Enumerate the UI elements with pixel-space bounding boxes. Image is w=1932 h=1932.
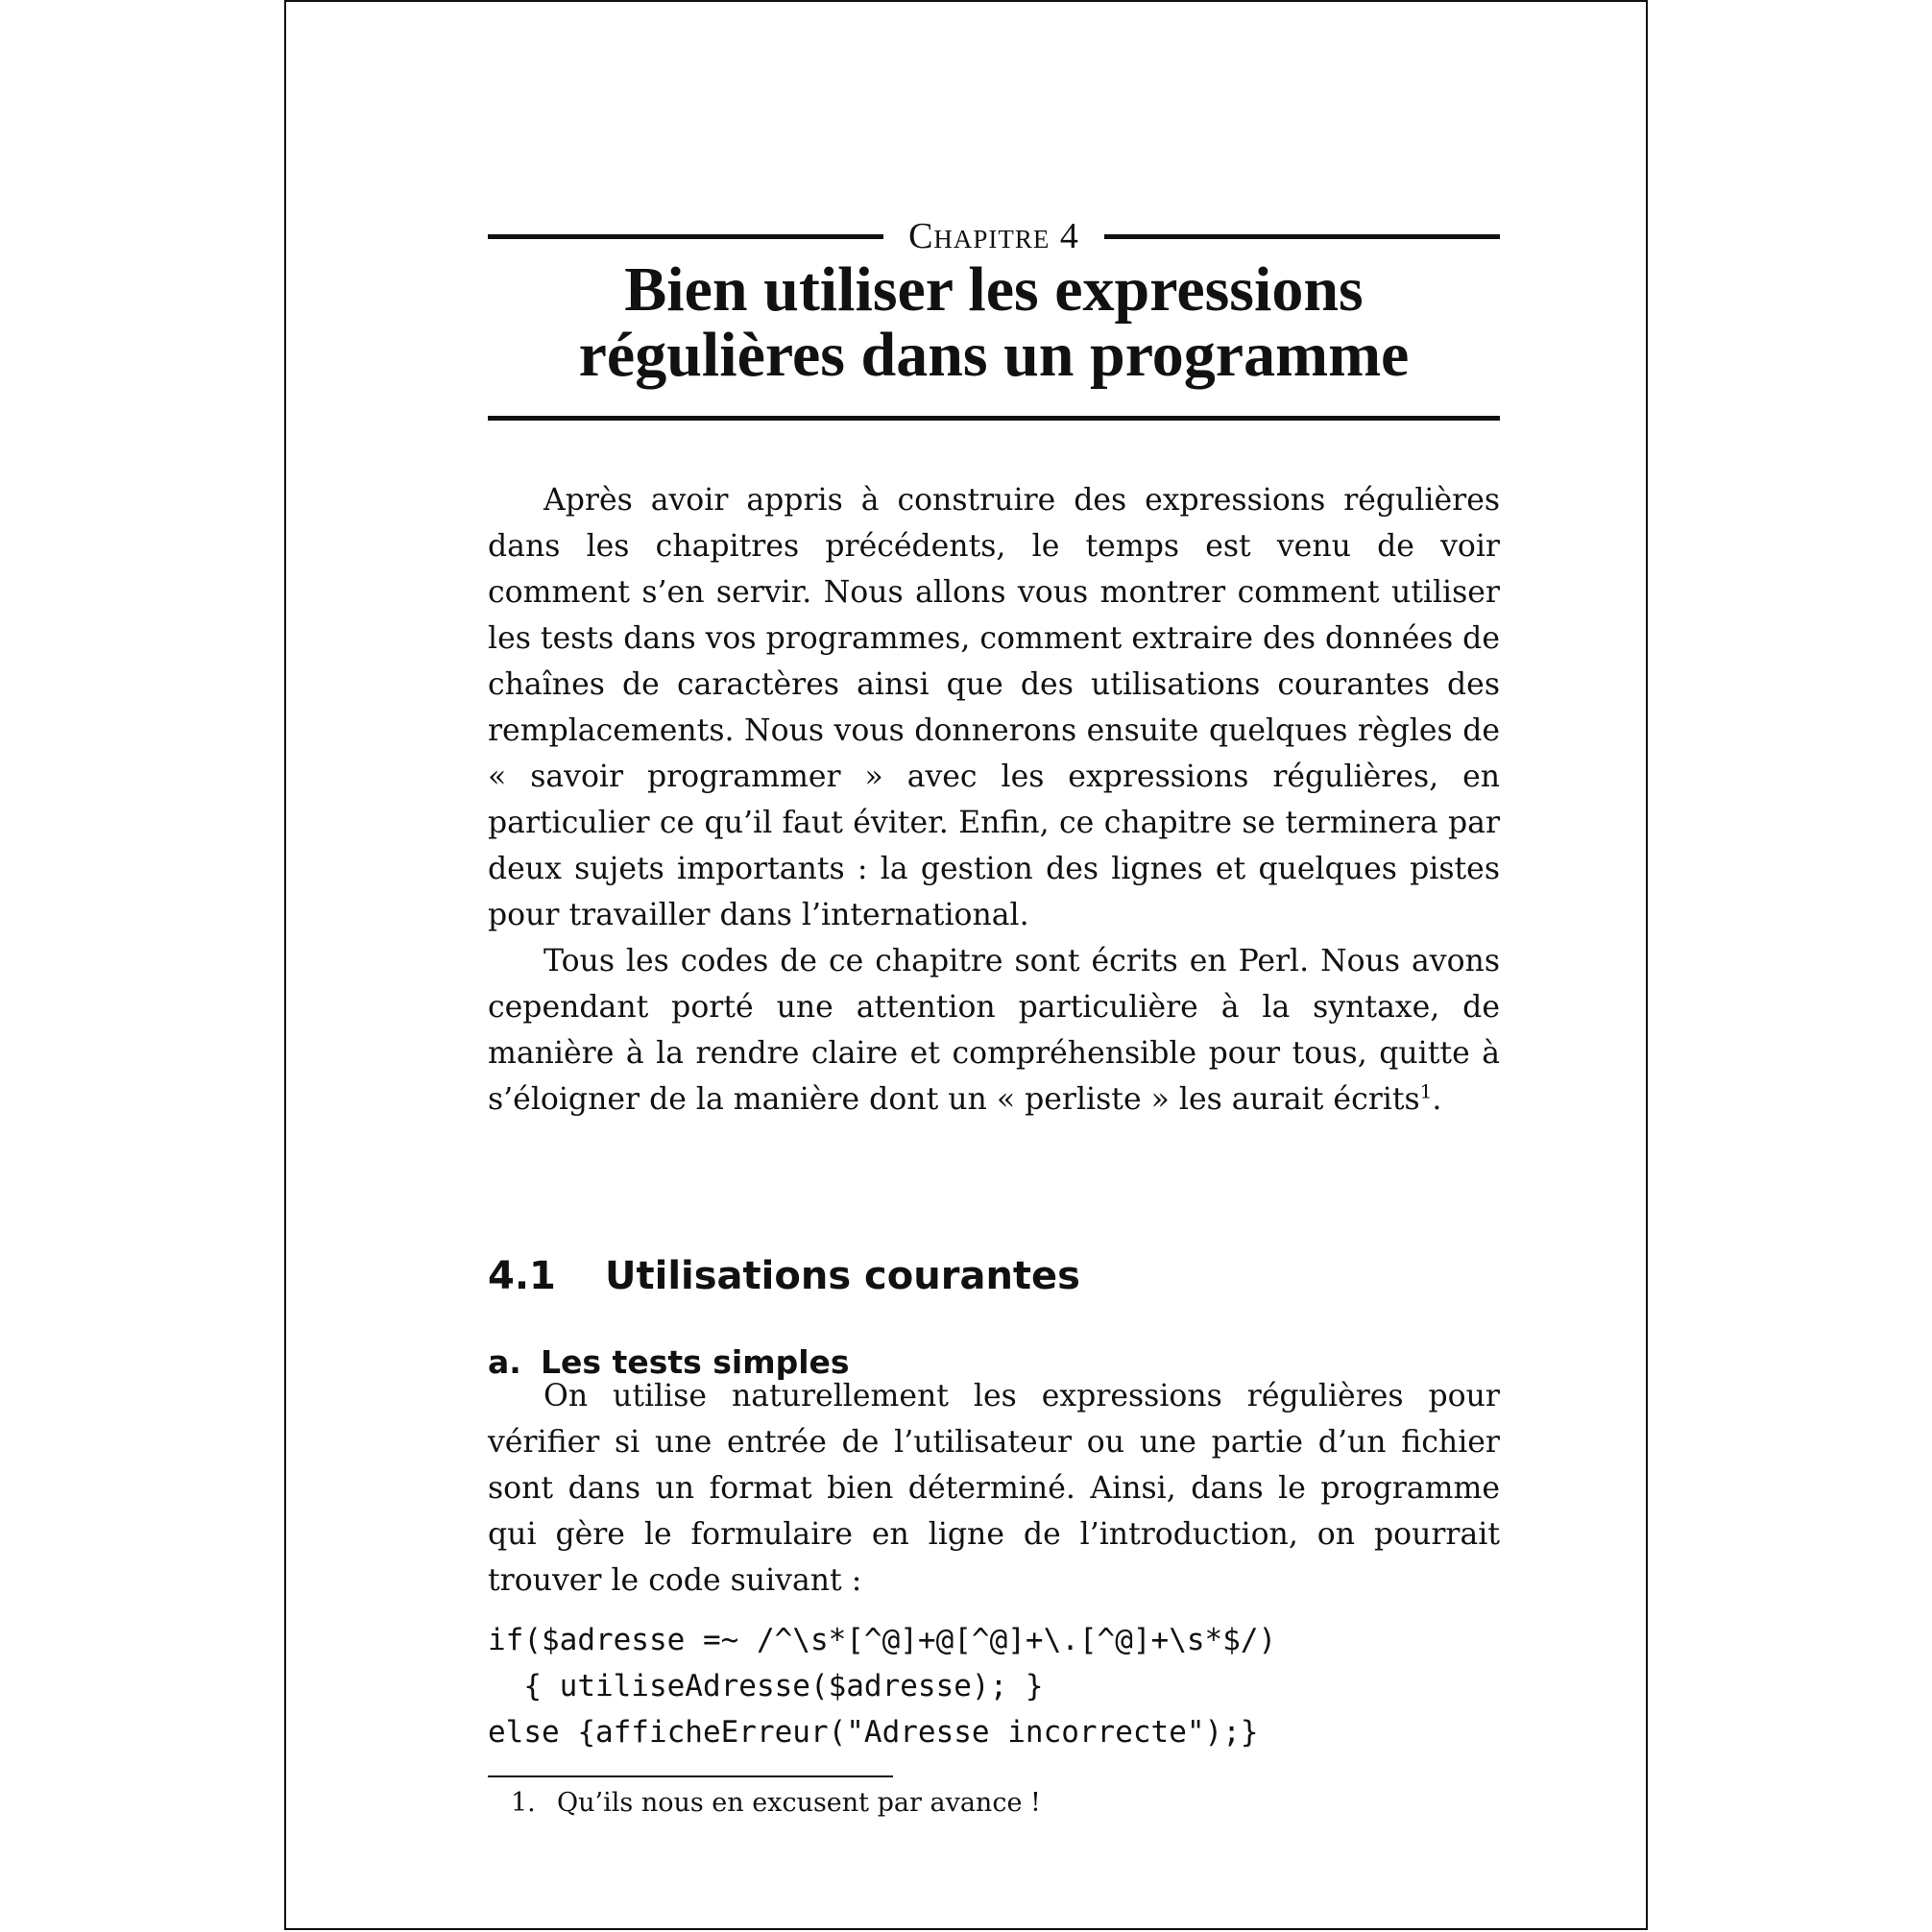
code-line-2: { utiliseAdresse($adresse); } xyxy=(488,1669,1044,1703)
intro-paragraph-1: Après avoir appris à construire des expressions régulières dans les chapitres précédents, le temps est venu de voir comment s’en servir. Nous allons vous montrer comment utiliser les tests dans vos programmes, comment extraire des données de chaînes de caractères ainsi que des utilisations courantes des remplacements. Nous vous donnerons ensuite quelques règles de « savoir programmer » avec les expressions régulières, en particulier ce qu’il faut éviter. Enfin, ce chapitre se terminera par deux sujets importants : la gestion des lignes et quelques pistes pour travailler dans l’international. xyxy=(488,483,1500,932)
section-text xyxy=(488,1373,1500,1604)
chapter-rule-left xyxy=(488,234,883,239)
intro-text xyxy=(488,477,1500,1123)
intro-paragraph-2-end: . xyxy=(1432,1082,1442,1117)
footnote-rule xyxy=(488,1775,893,1777)
subsection-title: Les tests simples xyxy=(541,1343,850,1381)
chapter-header xyxy=(488,217,1500,255)
chapter-title xyxy=(488,254,1500,390)
footnote xyxy=(511,1784,1041,1823)
footnote-number: 1. xyxy=(511,1788,536,1818)
chapter-rule-right xyxy=(1104,234,1500,239)
code-line-1: if($adresse =~ /^\s*[^@]+@[^@]+\.[^@]+\s*$/) xyxy=(488,1623,1277,1657)
chapter-title-line-2: régulières dans un programme xyxy=(578,320,1410,390)
section-title: Utilisations courantes xyxy=(605,1254,1080,1299)
intro-paragraph-2-text: Tous les codes de ce chapitre sont écrits en Perl. Nous avons cependant porté une attention particulière à la syntaxe, de manière à la rendre claire et compréhensible pour tous, quitte à s’éloigner de la manière dont un « perliste » les aurait écrits xyxy=(488,944,1500,1117)
code-listing xyxy=(488,1617,1500,1755)
section-paragraph: On utilise naturellement les expressions régulières pour vérifier si une entrée de l’utilisateur ou une partie d’un fichier sont dans un format bien déterminé. Ainsi, dans le programme qui gère le formulaire en ligne de l’introduction, on pourrait trouver le code suivant : xyxy=(488,1379,1500,1598)
section-number: 4.1 xyxy=(488,1254,556,1299)
intro-paragraph-2 xyxy=(488,938,1500,1123)
subsection-letter: a. xyxy=(488,1343,521,1381)
section-heading xyxy=(488,1249,1080,1303)
footnote-reference: 1 xyxy=(1419,1079,1433,1103)
code-line-3: else {afficheErreur("Adresse incorrecte");} xyxy=(488,1715,1259,1750)
chapter-title-line-1: Bien utiliser les expressions xyxy=(624,254,1364,325)
chapter-title-rule xyxy=(488,416,1500,421)
footnote-text: Qu’ils nous en excusent par avance ! xyxy=(557,1788,1041,1818)
chapter-label: Chapitre 4 xyxy=(908,216,1079,256)
